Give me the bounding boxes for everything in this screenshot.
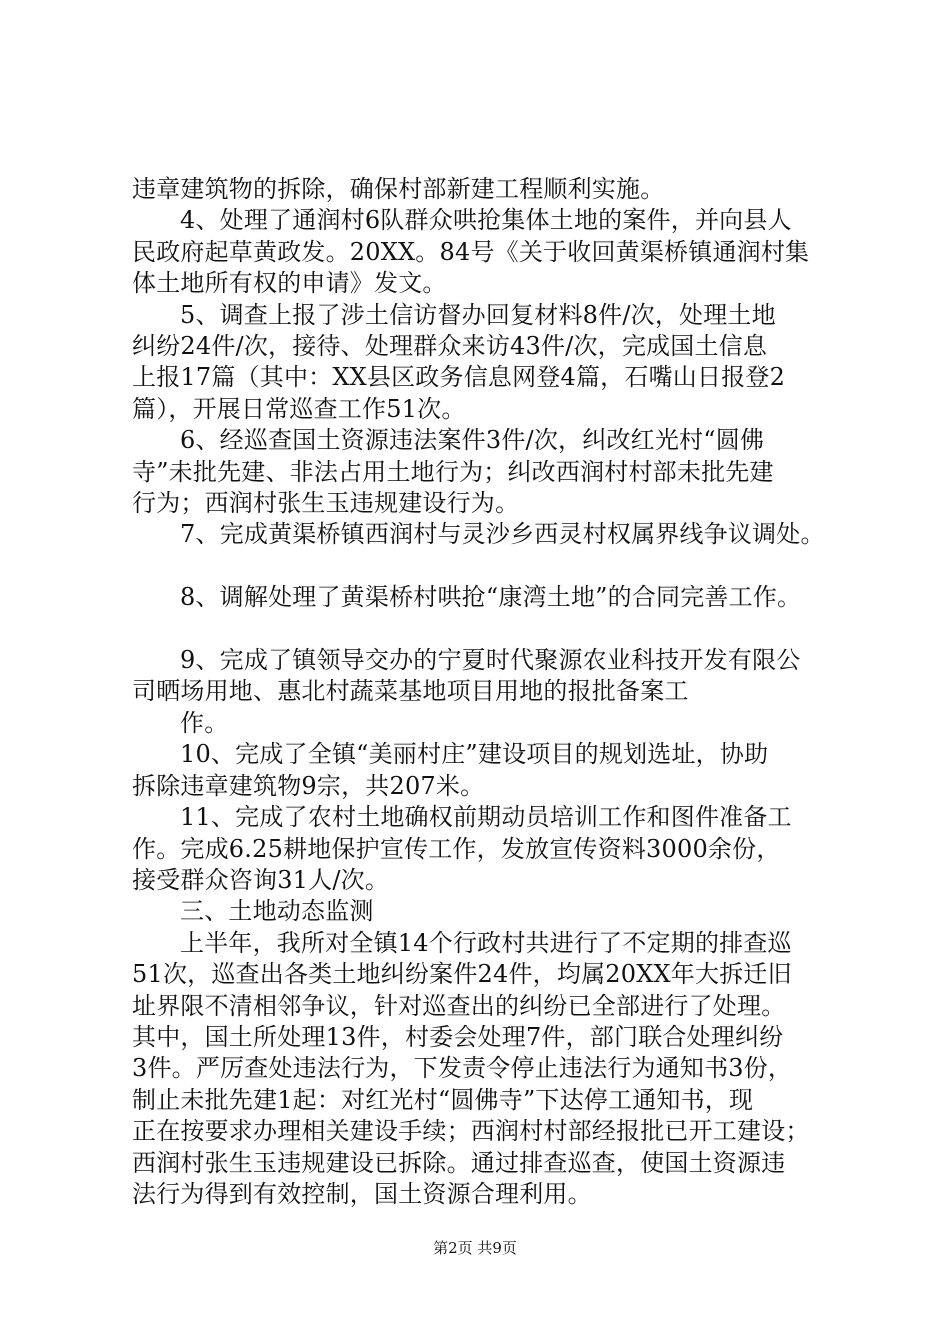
body-line: 址界限不清相邻争议，针对巡查出的纠纷已全部进行了处理。 bbox=[132, 991, 786, 1020]
body-line: 司晒场用地、惠北村蔬菜基地项目用地的报批备案工 bbox=[132, 677, 689, 706]
body-line: 篇），开展日常巡查工作51次。 bbox=[132, 394, 466, 423]
body-line: 8、调解处理了黄渠桥村哄抢“康湾土地”的合同完善工作。 bbox=[180, 583, 802, 612]
body-line: 9、完成了镇领导交办的宁夏时代聚源农业科技开发有限公 bbox=[180, 646, 801, 675]
body-line: 6、经巡查国土资源违法案件3件/次，纠改红光村“圆佛 bbox=[180, 426, 765, 455]
body-line: 寺”未批先建、非法占用土地行为；纠改西润村村部未批先建 bbox=[132, 457, 774, 486]
body-line: 其中，国土所处理13件，村委会处理7件，部门联合处理纠纷 bbox=[132, 1022, 784, 1051]
body-line: 西润村张生玉违规建设已拆除。通过排查巡查，使国土资源违 bbox=[132, 1148, 786, 1177]
body-line: 违章建筑物的拆除，确保村部新建工程顺利实施。 bbox=[132, 175, 665, 203]
paragraph-gap bbox=[132, 551, 847, 582]
body-line: 民政府起草黄政发。20XX。84号《关于收回黄渠桥镇通润村集 bbox=[132, 237, 810, 266]
body-line: 拆除违章建筑物9宗，共207米。 bbox=[132, 771, 485, 800]
page-footer bbox=[0, 1238, 950, 1258]
body-line: 5、调查上报了涉土信访督办回复材料8件/次，处理土地 bbox=[180, 300, 776, 329]
document-body bbox=[132, 174, 847, 1210]
body-line: 行为；西润村张生玉违规建设行为。 bbox=[132, 489, 520, 518]
paragraph-gap bbox=[132, 614, 847, 645]
body-line: 法行为得到有效控制，国土资源合理利用。 bbox=[132, 1179, 592, 1208]
body-line: 体土地所有权的申请》发文。 bbox=[132, 269, 447, 298]
page-number-label: 第2页 共9页 bbox=[433, 1239, 517, 1257]
body-line: 4、处理了通润村6队群众哄抢集体土地的案件，并向县人 bbox=[180, 206, 792, 235]
body-line: 51次，巡查出各类土地纠纷案件24件，均属20XX年大拆迁旧 bbox=[132, 960, 792, 989]
body-line: 接受群众咨询31人/次。 bbox=[132, 865, 390, 894]
body-line: 制止未批先建1起：对红光村“圆佛寺”下达停工通知书，现 bbox=[132, 1085, 754, 1114]
body-line: 11、完成了农村土地确权前期动员培训工作和图件准备工 bbox=[180, 803, 792, 832]
body-line: 3件。严厉查处违法行为，下发责令停止违法行为通知书3份， bbox=[132, 1054, 793, 1083]
body-line: 上报17篇（其中：XX县区政务信息网登4篇，石嘴山日报登2 bbox=[132, 363, 786, 392]
body-line: 作。 bbox=[180, 708, 229, 737]
body-line: 上半年，我所对全镇14个行政村共进行了不定期的排查巡 bbox=[180, 928, 792, 957]
body-line: 10、完成了全镇“美丽村庄”建设项目的规划选址，协助 bbox=[180, 740, 769, 769]
body-line: 7、完成黄渠桥镇西润村与灵沙乡西灵村权属界线争议调处。 bbox=[180, 520, 825, 549]
body-line: 正在按要求办理相关建设手续；西润村村部经报批已开工建设； bbox=[132, 1117, 810, 1146]
body-line: 作。完成6.25耕地保护宣传工作，发放宣传资料3000余份， bbox=[132, 834, 781, 863]
body-line: 纠纷24件/次，接待、处理群众来访43件/次，完成国土信息 bbox=[132, 332, 768, 361]
section-heading: 三、土地动态监测 bbox=[180, 897, 374, 926]
